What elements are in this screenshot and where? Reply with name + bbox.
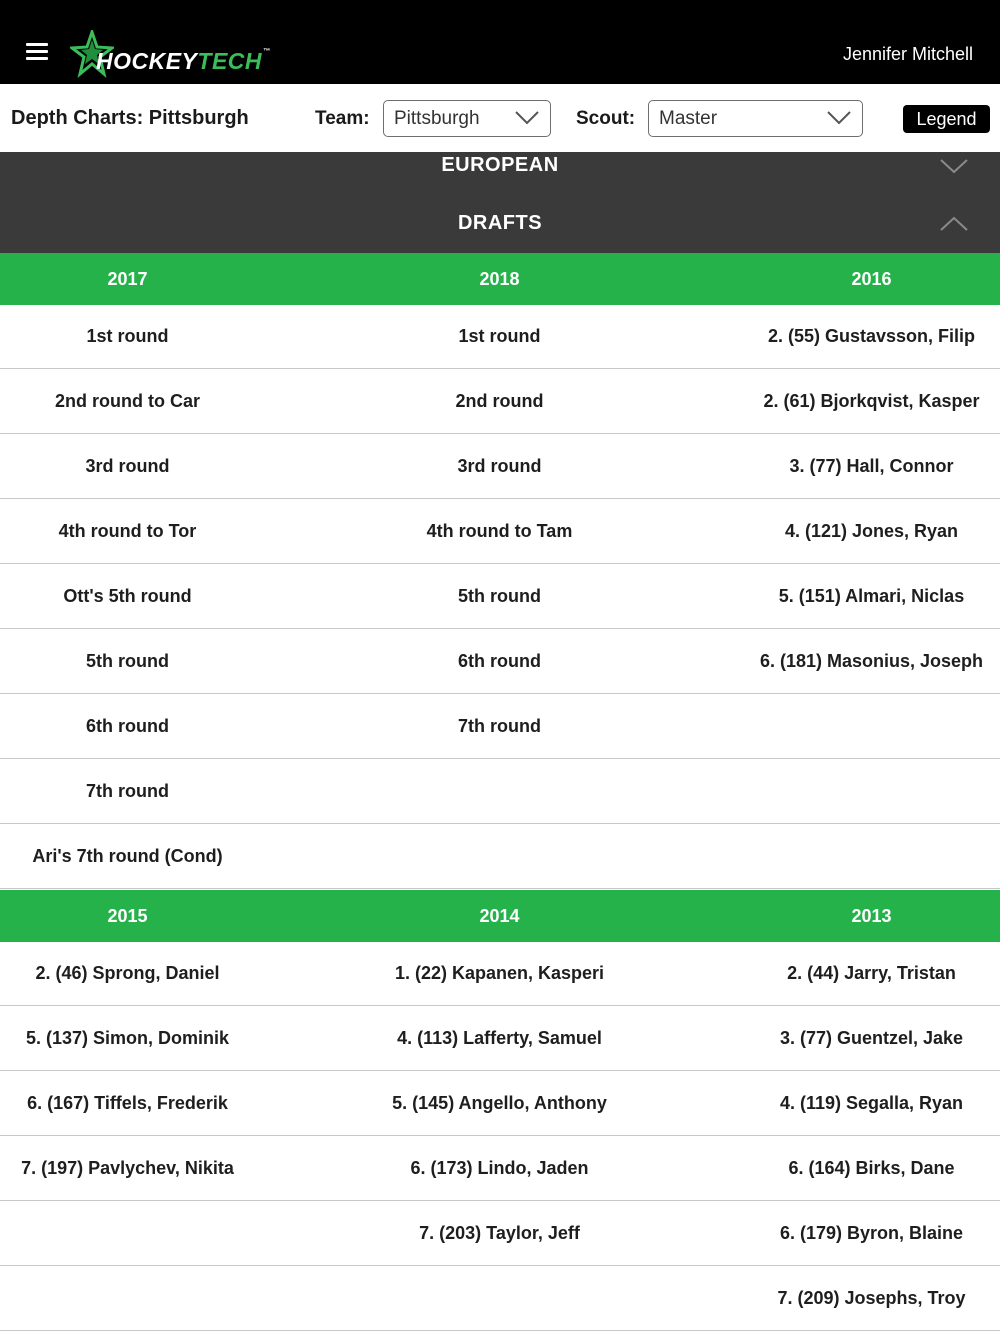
draft-table [0, 942, 1000, 1331]
empty-cell [333, 759, 666, 823]
table-row [0, 369, 1000, 434]
draft-pick-cell[interactable]: 5. (137) Simon, Dominik [25, 1027, 230, 1048]
table-row [0, 1006, 1000, 1071]
draft-pick-cell[interactable]: 3rd round [457, 455, 542, 476]
draft-pick-cell[interactable]: 5. (151) Almari, Niclas [778, 585, 965, 606]
table-row [0, 1201, 1000, 1266]
draft-pick-cell[interactable]: 6. (179) Byron, Blaine [779, 1222, 964, 1243]
draft-pick-cell[interactable]: 5. (145) Angello, Anthony [392, 1092, 607, 1113]
draft-pick-cell[interactable]: 4. (119) Segalla, Ryan [779, 1092, 964, 1113]
draft-pick-cell[interactable]: 3. (77) Guentzel, Jake [779, 1027, 964, 1048]
draft-pick-cell[interactable]: 4. (113) Lafferty, Samuel [397, 1027, 602, 1048]
draft-pick-cell[interactable]: 5th round [86, 650, 169, 671]
draft-pick-cell[interactable]: 7. (209) Josephs, Troy [777, 1287, 966, 1308]
team-label: Team: [315, 108, 370, 129]
table-row [0, 759, 1000, 824]
draft-pick-cell[interactable]: 5th round [458, 585, 541, 606]
draft-pick-cell[interactable]: 2nd round to Car [55, 390, 200, 411]
hockeytech-logo[interactable] [70, 30, 285, 80]
draft-pick-cell[interactable]: 6. (181) Masonius, Joseph [759, 650, 984, 671]
hamburger-menu-icon[interactable] [26, 43, 48, 61]
draft-pick-cell[interactable]: 6. (167) Tiffels, Frederik [27, 1092, 228, 1113]
logo-wordmark: HOCKEYTECH™ [96, 48, 271, 74]
draft-pick-cell[interactable]: 7th round [86, 780, 169, 801]
table-row [0, 1266, 1000, 1331]
draft-pick-cell[interactable]: 7. (203) Taylor, Jeff [419, 1222, 580, 1243]
draft-pick-cell[interactable]: Ari's 7th round (Cond) [32, 845, 223, 866]
team-select[interactable] [383, 100, 551, 137]
chevron-up-icon [939, 216, 969, 232]
section-title: EUROPEAN [441, 154, 559, 176]
draft-pick-cell[interactable]: 2. (61) Bjorkqvist, Kasper [763, 390, 980, 411]
draft-pick-cell[interactable]: 1. (22) Kapanen, Kasperi [394, 963, 605, 983]
draft-pick-cell[interactable]: 2. (55) Gustavsson, Filip [767, 326, 976, 346]
accordion-sections [0, 152, 1000, 253]
draft-pick-cell[interactable]: 2nd round [455, 390, 544, 411]
empty-cell [705, 824, 1000, 888]
draft-pick-cell[interactable]: 6. (164) Birks, Dane [788, 1157, 955, 1178]
draft-pick-cell[interactable]: 4th round to Tam [426, 520, 573, 541]
draft-year-header [0, 890, 1000, 942]
year-label[interactable]: 2015 [107, 906, 148, 926]
draft-pick-cell[interactable]: 6th round [458, 650, 541, 671]
draft-pick-cell[interactable]: 7th round [458, 715, 541, 736]
table-row [0, 824, 1000, 889]
scout-label: Scout: [576, 108, 636, 129]
table-row [0, 694, 1000, 759]
year-label[interactable]: 2018 [479, 269, 520, 289]
chevron-down-icon [939, 158, 969, 174]
team-select-value: Pittsburgh [394, 108, 480, 129]
page-title: Depth Charts: Pittsburgh [11, 107, 249, 129]
table-row [0, 942, 1000, 1006]
table-row [0, 629, 1000, 694]
year-label[interactable]: 2016 [851, 269, 892, 289]
draft-pick-cell[interactable]: 3. (77) Hall, Connor [789, 455, 954, 476]
european-section-header[interactable] [0, 152, 1000, 194]
draft-pick-cell[interactable]: 7. (197) Pavlychev, Nikita [21, 1157, 234, 1178]
user-name[interactable]: Jennifer Mitchell [842, 44, 973, 64]
draft-pick-cell[interactable]: 2. (46) Sprong, Daniel [35, 963, 220, 983]
draft-pick-cell[interactable]: 1st round [458, 326, 541, 346]
table-row [0, 499, 1000, 564]
scout-select-value: Master [659, 108, 718, 129]
year-label[interactable]: 2013 [851, 906, 892, 926]
drafts-section-header[interactable] [0, 194, 1000, 253]
empty-cell [705, 694, 1000, 758]
draft-pick-cell[interactable]: 4. (121) Jones, Ryan [784, 520, 959, 541]
draft-pick-cell[interactable]: 2. (44) Jarry, Tristan [787, 963, 956, 983]
draft-pick-cell[interactable]: Ott's 5th round [63, 585, 192, 606]
draft-pick-cell[interactable]: 6th round [86, 715, 169, 736]
chevron-down-icon [514, 110, 540, 126]
table-row [0, 434, 1000, 499]
empty-cell [705, 759, 1000, 823]
year-label[interactable]: 2017 [107, 269, 148, 289]
year-label[interactable]: 2014 [479, 906, 520, 926]
empty-cell [333, 1266, 666, 1330]
draft-pick-cell[interactable]: 3rd round [85, 455, 170, 476]
section-title: DRAFTS [457, 212, 543, 234]
draft-pick-cell[interactable]: 1st round [86, 326, 169, 346]
empty-cell [333, 824, 666, 888]
chevron-down-icon [826, 110, 852, 126]
top-navigation-bar [0, 0, 1000, 84]
scout-select[interactable] [648, 100, 863, 137]
draft-year-header [0, 253, 1000, 305]
empty-cell [0, 1266, 294, 1330]
table-row [0, 1136, 1000, 1201]
table-row [0, 305, 1000, 369]
legend-button[interactable]: Legend [903, 105, 990, 133]
table-row [0, 564, 1000, 629]
draft-pick-cell[interactable]: 4th round to Tor [58, 520, 197, 541]
table-row [0, 1071, 1000, 1136]
draft-table [0, 305, 1000, 889]
empty-cell [0, 1201, 294, 1265]
filter-toolbar [0, 84, 1000, 152]
draft-pick-cell[interactable]: 6. (173) Lindo, Jaden [410, 1157, 589, 1178]
